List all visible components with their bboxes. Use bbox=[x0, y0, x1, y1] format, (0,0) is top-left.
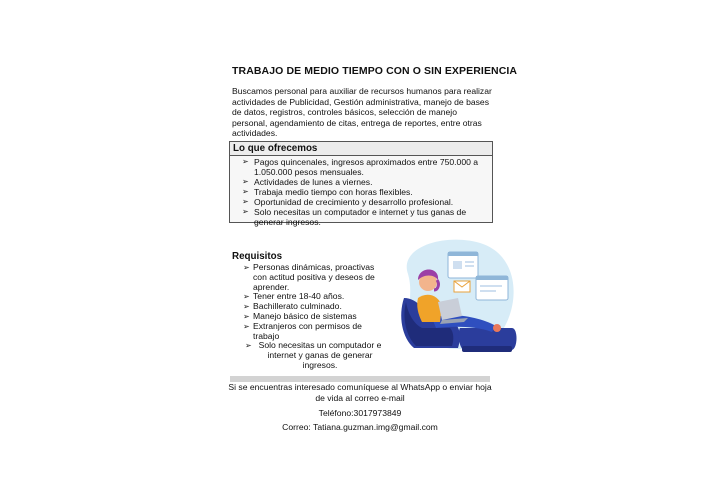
page-title: TRABAJO DE MEDIO TIEMPO CON O SIN EXPERIENCIA bbox=[232, 65, 518, 77]
window-icon bbox=[476, 276, 508, 300]
requirements-list bbox=[243, 263, 383, 371]
offer-section bbox=[229, 141, 493, 227]
email-address: Correo: Tatiana.guzman.img@gmail.com bbox=[282, 422, 438, 432]
list-item: ➢ Extranjeros con permisos de trabajo bbox=[243, 320, 362, 341]
arrow-bullet-icon: ➢ bbox=[243, 311, 250, 321]
phone-number: Teléfono:3017973849 bbox=[318, 408, 402, 418]
offer-list bbox=[230, 156, 492, 227]
arrow-bullet-icon: ➢ bbox=[243, 321, 250, 331]
list-item: ➢ Bachillerato culminado. bbox=[243, 301, 342, 312]
list-item: ➢ Personas dinámicas, proactivas con actitud positiva y deseos de aprender. bbox=[243, 262, 375, 292]
arrow-bullet-icon: ➢ bbox=[243, 292, 250, 302]
arrow-bullet-icon: ➢ bbox=[242, 157, 249, 166]
laptop-icon bbox=[438, 298, 462, 320]
arrow-bullet-icon: ➢ bbox=[245, 341, 252, 351]
arrow-bullet-icon: ➢ bbox=[242, 187, 249, 196]
list-item: ➢ Oportunidad de crecimiento y desarrollo profesional. bbox=[242, 197, 454, 207]
offer-heading: Lo que ofrecemos bbox=[230, 142, 492, 156]
window-icon bbox=[448, 252, 478, 278]
envelope-icon bbox=[454, 281, 470, 292]
list-item: ➢ Solo necesitas un computador e internet y ganas de generar ingresos. bbox=[245, 340, 382, 370]
arrow-bullet-icon: ➢ bbox=[242, 197, 249, 206]
arrow-bullet-icon: ➢ bbox=[242, 177, 249, 186]
person-on-armchair-with-laptop-illustration bbox=[388, 236, 520, 364]
list-item: ➢ Pagos quincenales, ingresos aproximados entre 750.000 a 1.050.000 pesos mensuales. bbox=[242, 157, 479, 177]
intro-paragraph: Buscamos personal para auxiliar de recursos humanos para realizar actividades de Publicidad, Gestión administrativa, manejo de bases de datos, registros, controles básicos, selección de manejo personal, agendamiento de citas, entrega de reportes, entre otras actividades. bbox=[232, 86, 492, 139]
list-item: ➢ Manejo básico de sistemas bbox=[243, 310, 357, 321]
arrow-bullet-icon: ➢ bbox=[243, 263, 250, 272]
list-item: ➢ Tener entre 18-40 años. bbox=[243, 291, 345, 302]
contact-text: Si se encuentras interesado comuníquese al WhatsApp o enviar hoja de vida al correo e-mail bbox=[228, 382, 492, 403]
list-item: ➢ Solo necesitas un computador e internet y tus ganas de generar ingresos. bbox=[242, 207, 467, 227]
requirements-heading: Requisitos bbox=[232, 251, 283, 262]
arrow-bullet-icon: ➢ bbox=[243, 302, 250, 312]
list-item: ➢ Actividades de lunes a viernes. bbox=[242, 177, 373, 187]
list-item: ➢ Trabaja medio tiempo con horas flexibles. bbox=[242, 187, 413, 197]
arrow-bullet-icon: ➢ bbox=[242, 207, 249, 216]
